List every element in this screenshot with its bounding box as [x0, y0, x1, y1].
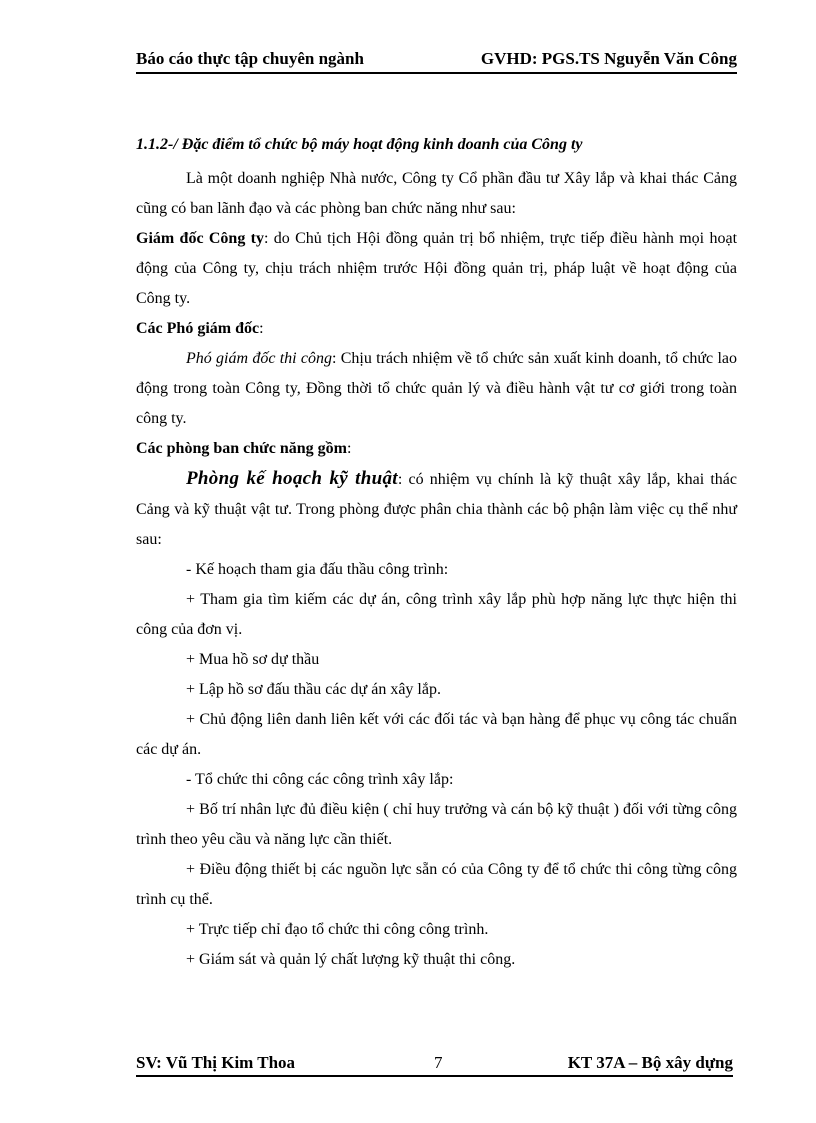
planning-text: : có nhiệm vụ chính là kỹ thuật xây lắp, khai thác Cảng và kỹ thuật vật tư. Trong phòng được phân chia thành các bộ phận làm việc cụ thể như sau:	[136, 471, 738, 548]
deputies-colon: :	[259, 320, 264, 337]
planning-label: Phòng kế hoạch kỹ thuật	[186, 468, 398, 489]
deputies-label: Các Phó giám đốc	[136, 320, 260, 337]
supervisor: GVHD: PGS.TS Nguyễn Văn Công	[480, 49, 737, 68]
class-name: KT 37A – Bộ xây dựng	[567, 1053, 733, 1072]
list-item: + Mua hồ sơ dự thầu	[186, 651, 320, 668]
director-paragraph	[136, 224, 737, 314]
list-item: - Kế hoạch tham gia đấu thầu công trình:	[186, 561, 449, 578]
page-header	[136, 48, 737, 74]
deputies-heading	[136, 314, 737, 344]
director-text: : do Chủ tịch Hội đồng quản trị bổ nhiệm, trực tiếp điều hành mọi hoạt động của Công ty, chịu trách nhiệm trước Hội đồng quản trị, pháp luật về hoạt động của Công ty.	[136, 230, 738, 307]
planning-paragraph	[136, 464, 737, 555]
list-item: + Tham gia tìm kiếm các dự án, công trình xây lắp phù hợp năng lực thực hiện thi công của đơn vị.	[136, 591, 737, 638]
list-item: + Giám sát và quản lý chất lượng kỹ thuật thi công.	[186, 951, 516, 968]
intro-paragraph: Là một doanh nghiệp Nhà nước, Công ty Cổ phần đầu tư Xây lắp và khai thác Cảng cũng có ban lãnh đạo và các phòng ban chức năng như sau:	[136, 170, 737, 217]
document-body	[136, 130, 737, 975]
section-title: 1.1.2-/ Đặc điểm tổ chức bộ máy hoạt động kinh doanh của Công ty	[136, 136, 583, 153]
list-item: + Bố trí nhân lực đủ điều kiện ( chỉ huy trưởng và cán bộ kỹ thuật ) đối với từng công trình theo yêu cầu và năng lực cần thiết.	[136, 801, 737, 848]
deputy-construction-text: : Chịu trách nhiệm về tổ chức sản xuất kinh doanh, tổ chức lao động trong toàn Công ty, Đồng thời tổ chức quản lý và điều hành vật tư cơ giới trong toàn công ty.	[136, 350, 737, 427]
page-number: 7	[434, 1053, 443, 1072]
page-footer	[136, 1053, 733, 1077]
list-item: + Trực tiếp chỉ đạo tổ chức thi công công trình.	[186, 921, 489, 938]
departments-heading	[136, 434, 737, 464]
list-item: - Tổ chức thi công các công trình xây lắp:	[186, 771, 454, 788]
deputy-construction-label: Phó giám đốc thi công	[186, 350, 333, 367]
director-label: Giám đốc Công ty	[136, 230, 264, 247]
departments-label: Các phòng ban chức năng gồm	[136, 440, 347, 457]
student-name: SV: Vũ Thị Kim Thoa	[136, 1053, 296, 1072]
departments-colon: :	[346, 440, 352, 457]
deputy-construction-paragraph	[136, 344, 737, 434]
list-item: + Chủ động liên danh liên kết với các đối tác và bạn hàng để phục vụ công tác chuẩn các dự án.	[136, 711, 737, 758]
list-item: + Điều động thiết bị các nguồn lực sẵn có của Công ty để tổ chức thi công từng công trình cụ thể.	[136, 861, 737, 908]
list-item: + Lập hồ sơ đấu thầu các dự án xây lắp.	[186, 681, 441, 698]
report-title: Báo cáo thực tập chuyên ngành	[136, 49, 364, 68]
